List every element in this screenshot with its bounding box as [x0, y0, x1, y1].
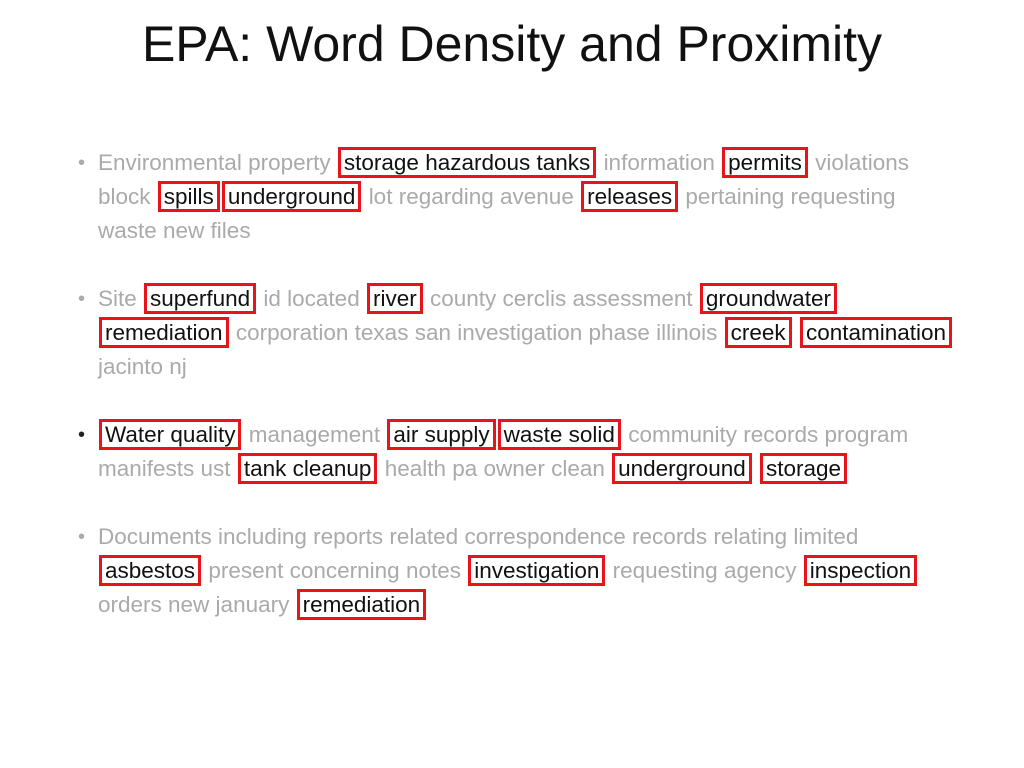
keyword-highlight: tank cleanup [238, 453, 378, 484]
bullet-list [78, 146, 958, 656]
keyword-highlight: underground [612, 453, 752, 484]
text-segment: Environmental property [98, 150, 331, 175]
text-segment: Documents including reports related correspondence records relating limited [98, 524, 859, 549]
keyword-highlight: permits [722, 147, 808, 178]
text-segment: orders new january [98, 592, 290, 617]
keyword-highlight: investigation [468, 555, 605, 586]
keyword-highlight: storage [760, 453, 847, 484]
text-segment: management [248, 422, 381, 447]
text-segment: health pa owner clean [384, 456, 605, 481]
text-segment: id located [263, 286, 360, 311]
slide-title: EPA: Word Density and Proximity [141, 16, 883, 72]
bullet-item-4 [78, 520, 958, 622]
text-segment: information [603, 150, 715, 175]
keyword-highlight: river [367, 283, 423, 314]
text-segment: lot regarding avenue [368, 184, 574, 209]
text-segment: pertaining requesting waste new files [98, 184, 896, 243]
keyword-highlight: releases [581, 181, 678, 212]
bullet-item-2 [78, 282, 958, 384]
keyword-highlight: waste solid [498, 419, 621, 450]
keyword-highlight: air supply [387, 419, 495, 450]
text-segment: community records program manifests ust [98, 422, 909, 481]
keyword-highlight: asbestos [99, 555, 201, 586]
keyword-highlight: Water quality [99, 419, 241, 450]
keyword-highlight: groundwater [700, 283, 837, 314]
keyword-highlight: storage hazardous tanks [338, 147, 596, 178]
text-segment: county cerclis assessment [430, 286, 693, 311]
keyword-highlight: underground [222, 181, 362, 212]
text-segment: violations block [98, 150, 909, 209]
keyword-highlight: creek [725, 317, 792, 348]
text-segment: requesting agency [612, 558, 797, 583]
bullet-item-1 [78, 146, 958, 248]
bullet-item-3 [78, 418, 958, 486]
text-segment: corporation texas san investigation phase illinois [235, 320, 718, 345]
keyword-highlight: remediation [297, 589, 427, 620]
keyword-highlight: superfund [144, 283, 256, 314]
keyword-highlight: spills [158, 181, 220, 212]
text-segment: present concerning notes [208, 558, 461, 583]
keyword-highlight: inspection [804, 555, 917, 586]
text-segment: Site [98, 286, 137, 311]
keyword-highlight: remediation [99, 317, 229, 348]
text-segment: jacinto nj [98, 354, 187, 379]
keyword-highlight: contamination [800, 317, 952, 348]
